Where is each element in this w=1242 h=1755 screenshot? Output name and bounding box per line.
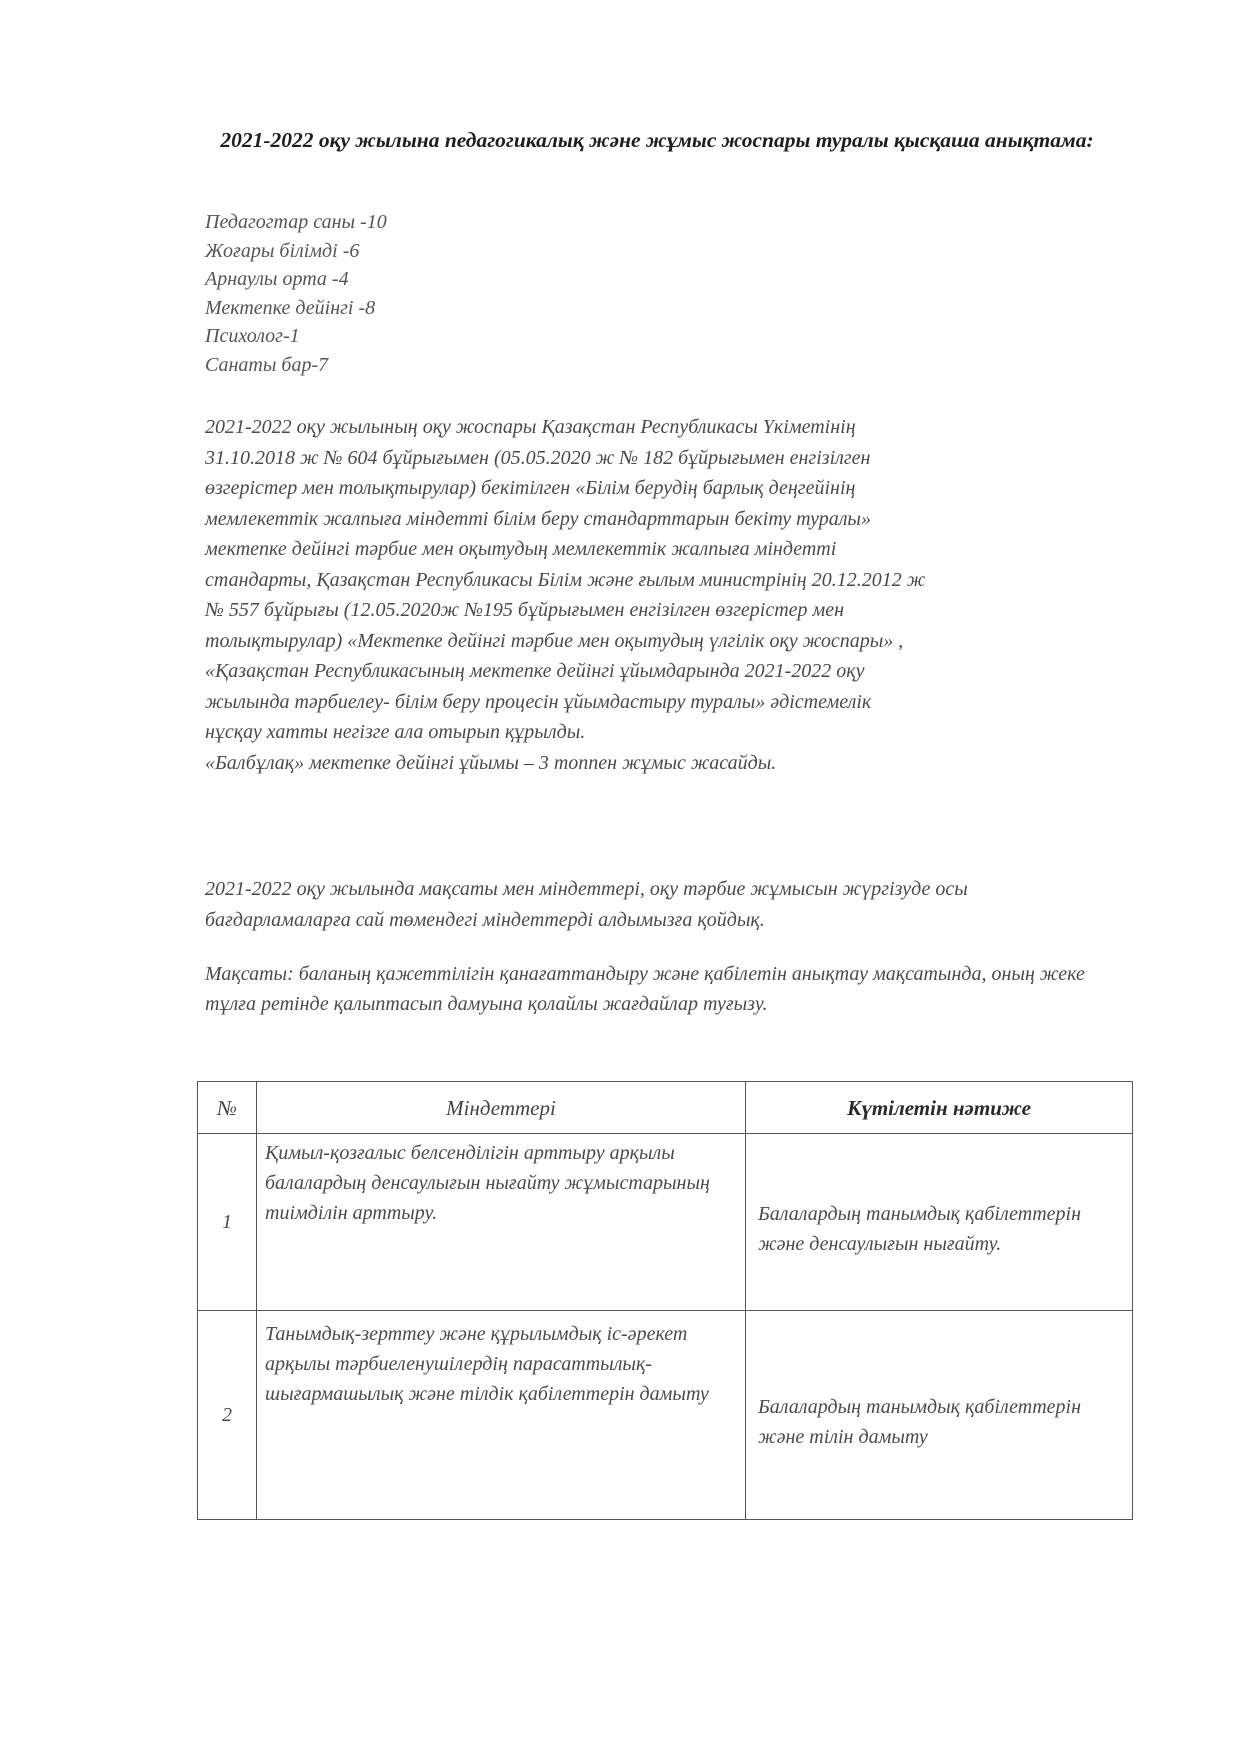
table-row <box>198 1311 1133 1520</box>
table-row <box>198 1134 1133 1311</box>
staff-item: Мектепке дейінгі -8 <box>205 296 376 319</box>
row-result: Балалардың танымдық қабілеттерін және денсаулығын нығайту. <box>746 1134 1133 1311</box>
tasks-table <box>197 1081 1133 1520</box>
page-title: 2021-2022 оқу жылына педагогикалық және жұмыс жоспары туралы қысқаша анықтама: <box>220 128 1094 152</box>
paragraph-line: 2021-2022 оқу жылының оқу жоспары Қазақстан Республикасы Үкіметінің <box>205 416 856 438</box>
staff-item: Санаты бар-7 <box>205 353 329 376</box>
staff-item: Арнаулы орта -4 <box>205 268 349 290</box>
row-task: Қимыл-қозғалыс белсенділігін арттыру арқылы балалардың денсаулығын нығайту жұмыстарының тиімділін арттыру. <box>257 1134 746 1311</box>
header-tasks: Міндеттері <box>257 1082 746 1134</box>
paragraph-line: «Қазақстан Республикасының мектепке дейінгі ұйымдарында 2021-2022 оқу <box>205 660 865 682</box>
paragraph-line: мектепке дейінгі тәрбие мен оқытудың мемлекеттік жалпыға міндетті <box>205 538 837 560</box>
header-number: № <box>198 1082 257 1134</box>
tasks-intro: 2021-2022 оқу жылында мақсаты мен міндеттері, оқу тәрбие жұмысын жүргізуде осы бағдарламаларға сай төмендегі міндеттерді алдымызға қойдық. <box>205 878 968 931</box>
table-header-row <box>198 1082 1133 1134</box>
staff-item: Психолог-1 <box>205 325 300 347</box>
staff-list <box>205 208 387 379</box>
paragraph-line: № 557 бұйрығы (12.05.2020ж №195 бұйрығымен енгізілген өзгерістер мен <box>205 599 845 621</box>
goal-paragraph: Мақсаты: баланың қажеттілігін қанағаттандыру және қабілетін анықтау мақсатында, оның жеке тұлға ретінде қалыптасып дамуына қолайлы жағдайлар туғызу. <box>205 963 1085 1015</box>
paragraph-line: мемлекеттік жалпыға міндетті білім беру стандарттарын бекіту туралы» <box>205 507 871 530</box>
header-result: Күтілетін нәтиже <box>746 1082 1133 1134</box>
row-number: 2 <box>198 1311 257 1520</box>
paragraph-line: жылында тәрбиелеу- білім беру процесін ұйымдастыру туралы» әдістемелік <box>205 690 872 713</box>
paragraph-line: өзгерістер мен толықтырулар) бекітілген «Білім берудің барлық деңгейінің <box>205 477 856 499</box>
row-task: Танымдық-зерттеу және құрылымдық іс-әрекет арқылы тәрбиеленушілердің парасаттылық-шығармашылық және тілдік қабілеттерін дамыту <box>257 1311 746 1520</box>
row-number: 1 <box>198 1134 257 1311</box>
paragraph-line: толықтырулар) «Мектепке дейінгі тәрбие мен оқытудың үлгілік оқу жоспары» , <box>205 629 904 652</box>
row-result: Балалардың танымдық қабілеттерін және тілін дамыту <box>746 1311 1133 1520</box>
paragraph-line: «Балбұлақ» мектепке дейінгі ұйымы – 3 топпен жұмыс жасайды. <box>205 751 777 774</box>
plan-paragraph <box>205 412 1115 778</box>
staff-item: Педагогтар саны -10 <box>205 211 387 233</box>
paragraph-line: 31.10.2018 ж № 604 бұйрығымен (05.05.2020 ж № 182 бұйрығымен енгізілген <box>205 446 871 469</box>
paragraph-line: стандарты, Қазақстан Республикасы Білім және ғылым министрінің 20.12.2012 ж <box>205 568 926 591</box>
paragraph-line: нұсқау хатты негізге ала отырып құрылды. <box>205 721 586 743</box>
staff-item: Жоғары білімді -6 <box>205 239 360 262</box>
